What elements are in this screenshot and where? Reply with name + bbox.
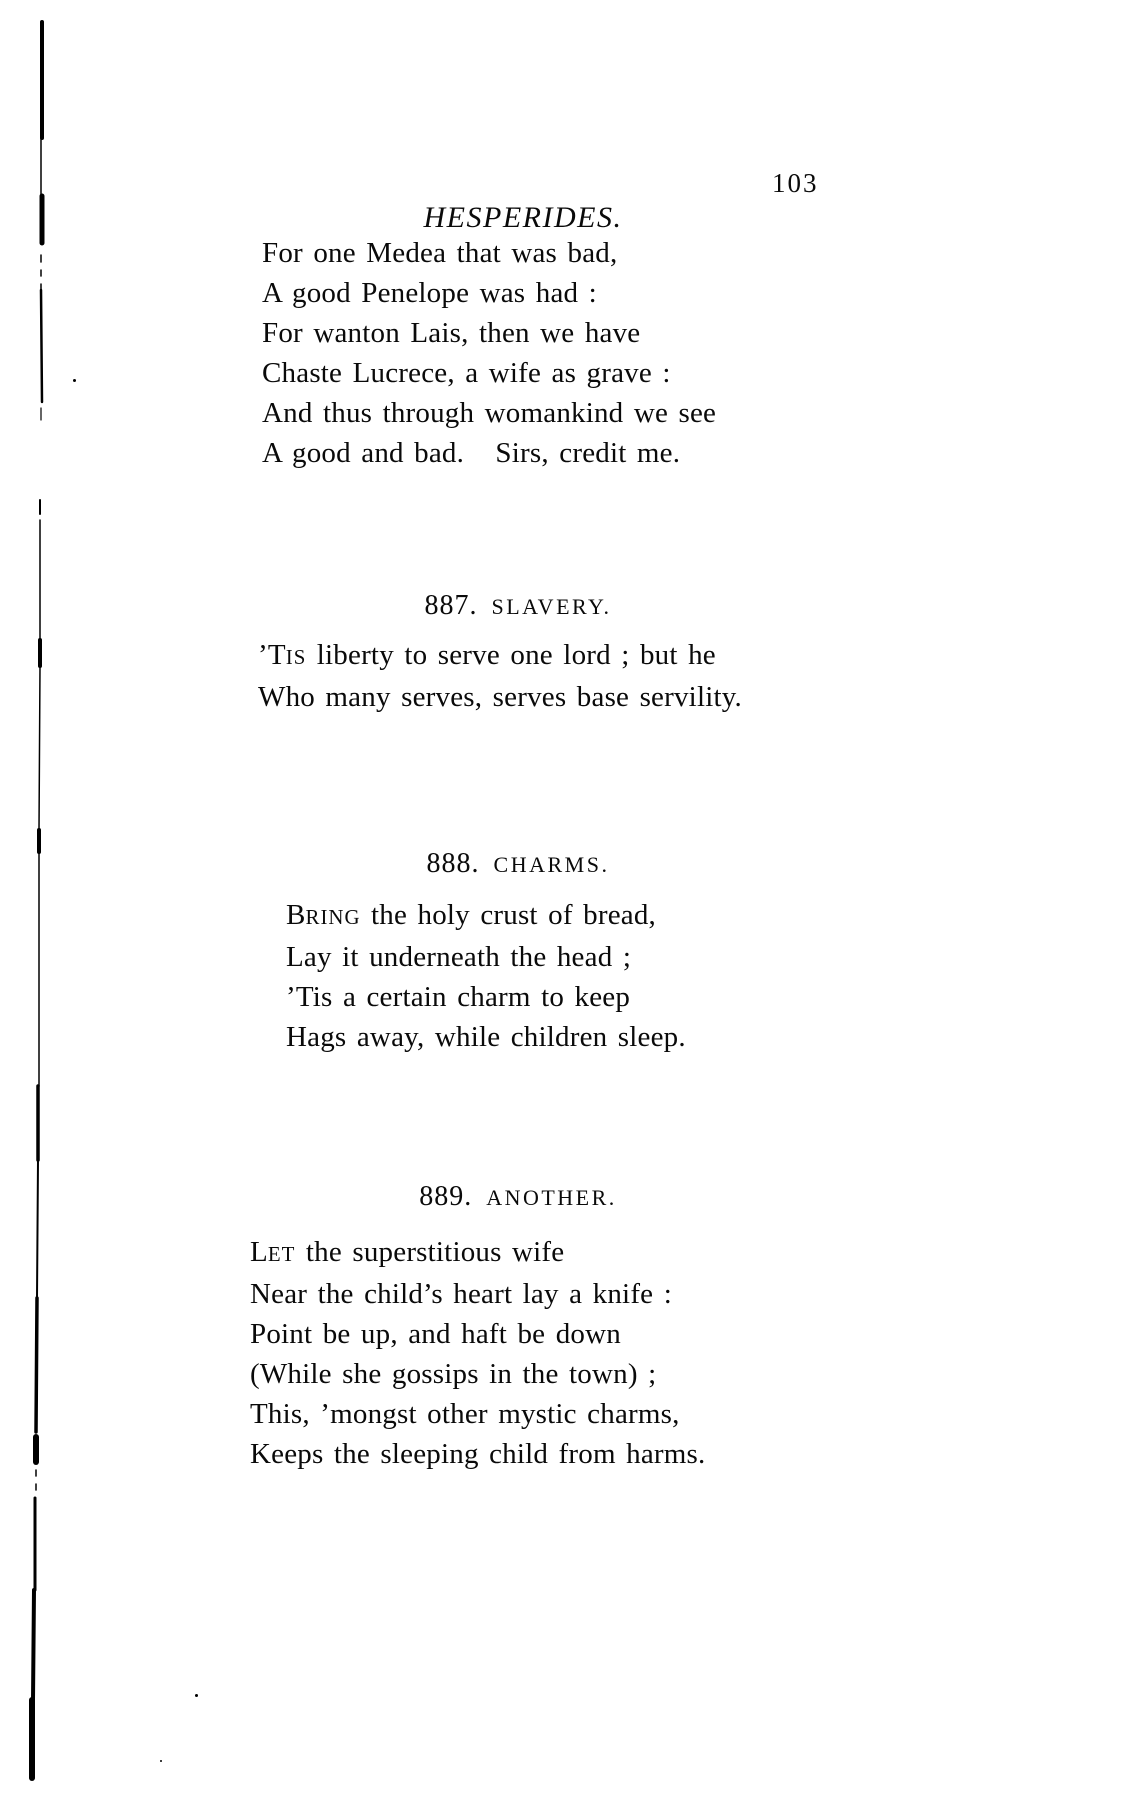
text-fragment: the superstitious wife	[295, 1236, 565, 1268]
verse-line: And thus through womankind we see	[262, 397, 717, 429]
verse-line: Chaste Lucrece, a wife as grave :	[262, 357, 671, 389]
verse-line	[286, 895, 686, 937]
poem-number: 889.	[419, 1181, 473, 1212]
small-caps-fragment: RING	[305, 905, 361, 929]
scan-crease-line	[0, 0, 60, 1816]
verse-line: Hags away, while children sleep.	[286, 1021, 686, 1053]
poem-887-heading	[230, 572, 790, 640]
scan-speck	[195, 1694, 198, 1697]
poem-continuation	[262, 233, 716, 473]
page-number: 103	[772, 168, 819, 198]
poem-number: 887.	[424, 590, 478, 621]
poem-887-body	[258, 635, 742, 717]
verse-line: (While she gossips in the town) ;	[250, 1358, 657, 1390]
verse-line	[250, 1232, 705, 1274]
verse-line: ’Tis a certain charm to keep	[286, 981, 631, 1013]
verse-line: A good Penelope was had :	[262, 277, 597, 309]
poem-title: CHARMS.	[493, 852, 610, 877]
poem-number: 888.	[426, 848, 480, 879]
verse-line: This, ’mongst other mystic charms,	[250, 1398, 680, 1430]
poem-title: SLAVERY.	[491, 594, 612, 619]
text-fragment: B	[286, 899, 306, 931]
scan-speck	[73, 379, 76, 382]
running-title: HESPERIDES.	[423, 201, 623, 234]
small-caps-fragment: IS	[285, 645, 307, 669]
small-caps-fragment: ET	[267, 1242, 296, 1266]
verse-line: A good and bad. Sirs, credit me.	[262, 437, 681, 469]
verse-line: Keeps the sleeping child from harms.	[250, 1438, 706, 1470]
verse-line: Point be up, and haft be down	[250, 1318, 621, 1350]
poem-888-heading	[230, 830, 790, 898]
poem-title: ANOTHER.	[486, 1185, 617, 1210]
text-fragment: the holy crust of bread,	[360, 899, 656, 931]
verse-line: For one Medea that was bad,	[262, 237, 618, 269]
text-fragment: L	[250, 1236, 268, 1268]
scan-speck	[160, 1760, 162, 1762]
verse-line: Lay it underneath the head ;	[286, 941, 632, 973]
text-fragment: liberty to serve one lord ; but he	[306, 639, 716, 671]
verse-line: For wanton Lais, then we have	[262, 317, 641, 349]
verse-line: Near the child’s heart lay a knife :	[250, 1278, 672, 1310]
poem-888-body	[286, 895, 686, 1057]
poem-889-heading	[230, 1163, 790, 1231]
verse-line	[258, 635, 742, 677]
verse-line: Who many serves, serves base servility.	[258, 681, 742, 713]
text-fragment: ’T	[258, 639, 286, 671]
poem-889-body	[250, 1232, 705, 1474]
